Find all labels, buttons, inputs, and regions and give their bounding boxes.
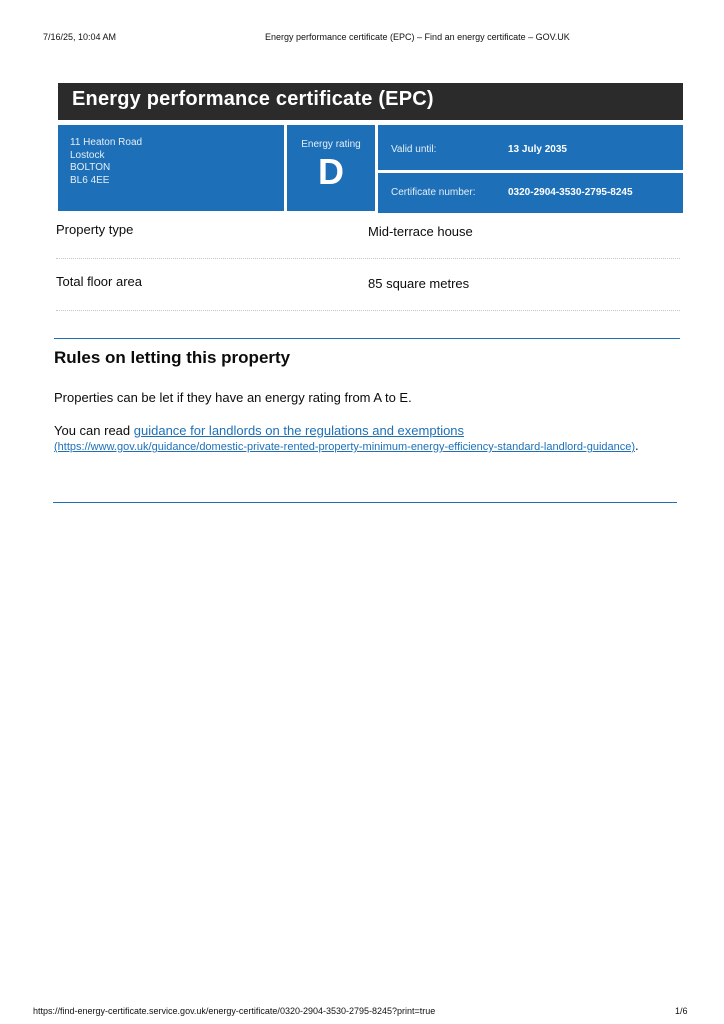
certificate-number-label: Certificate number: xyxy=(391,187,476,198)
address-line: BL6 4EE xyxy=(70,174,110,186)
energy-rating-label: Energy rating xyxy=(301,139,361,150)
section-divider xyxy=(54,338,680,339)
epc-title-bar xyxy=(58,83,683,120)
certificate-number-block xyxy=(378,173,683,213)
row-divider xyxy=(56,310,680,311)
guidance-link[interactable]: guidance for landlords on the regulations and exemptions xyxy=(133,423,465,438)
valid-until-block xyxy=(378,125,683,170)
row-divider xyxy=(56,258,680,259)
guidance-suffix: . xyxy=(635,438,639,453)
print-date: 7/16/25, 10:04 AM xyxy=(43,32,117,42)
print-page-title: Energy performance certificate (EPC) – Find an energy certificate – GOV.UK xyxy=(265,32,570,42)
floor-area-value: 85 square metres xyxy=(368,276,470,291)
address-line: BOLTON xyxy=(70,162,111,173)
guidance-paragraph xyxy=(54,423,684,455)
property-type-label: Property type xyxy=(56,222,134,237)
section-divider xyxy=(53,502,677,503)
guidance-url[interactable]: (https://www.gov.uk/guidance/domestic-private-rented-property-minimum-energy-efficiency-standard-landlord-guidance) xyxy=(54,441,636,453)
letting-rules-text: Properties can be let if they have an energy rating from A to E. xyxy=(54,390,412,405)
property-type-value: Mid-terrace house xyxy=(368,224,473,239)
epc-title: Energy performance certificate (EPC) xyxy=(72,88,434,110)
print-page-number: 1/6 xyxy=(675,1006,688,1016)
floor-area-label: Total floor area xyxy=(56,274,142,289)
address-line: 11 Heaton Road xyxy=(70,137,143,148)
address-line: Lostock xyxy=(70,149,105,161)
certificate-number-value: 0320-2904-3530-2795-8245 xyxy=(508,187,633,198)
energy-rating-letter: D xyxy=(318,151,344,192)
valid-until-label: Valid until: xyxy=(391,144,437,155)
print-url: https://find-energy-certificate.service.gov.uk/energy-certificate/0320-2904-3530-2795-8245?print=true xyxy=(33,1006,436,1016)
guidance-prefix: You can read xyxy=(54,423,134,438)
epc-summary-panel xyxy=(58,125,683,213)
valid-until-value: 13 July 2035 xyxy=(508,144,567,155)
energy-rating-block xyxy=(287,125,375,211)
address-block xyxy=(58,125,284,211)
letting-rules-heading: Rules on letting this property xyxy=(54,348,291,367)
